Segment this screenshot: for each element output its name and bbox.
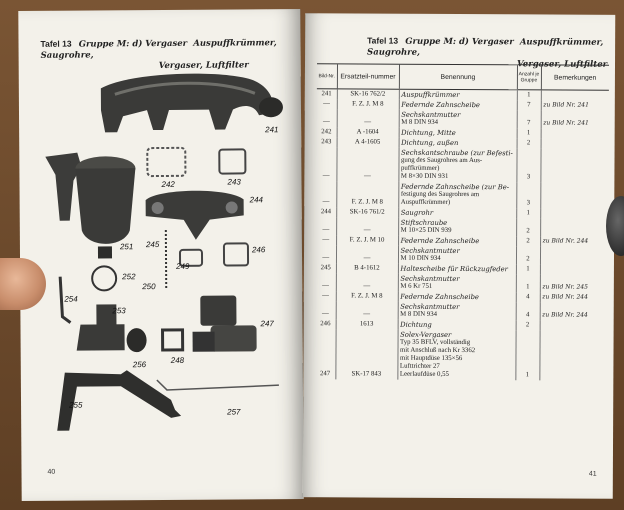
exhaust-manifold-drawing: [101, 73, 283, 135]
col-header-anzahl: Anzahl je Gruppe: [517, 65, 541, 90]
cell-bild: —: [322, 236, 330, 244]
cell-benennung: [399, 89, 517, 100]
right-page-number: 41: [588, 470, 597, 478]
callout-254: 254: [64, 294, 78, 304]
cell-bemerkung: [540, 182, 608, 208]
cell-ersatzteilnummer: 1613: [336, 319, 398, 329]
cell-ersatzteilnummer: SK-17 843: [335, 329, 397, 379]
benennung-line: Haltescheibe für Rückzugfeder: [400, 264, 508, 274]
callout-247: 247: [260, 319, 274, 329]
callout-241: 241: [265, 125, 279, 135]
benennung-line: M 10 DIN 934: [400, 254, 441, 262]
cell-benennung: [398, 292, 516, 303]
benennung-line: Solex-Vergaser: [400, 330, 452, 339]
callout-244: 244: [249, 195, 264, 205]
benennung-line: Auspuffkrümmer): [400, 198, 451, 206]
right-title-line1: Auspuffkrümmer, Saugrohre,: [367, 37, 604, 58]
cell-ersatzteilnummer: A 4-1605: [337, 137, 399, 147]
gasket-center-drawing: [147, 148, 185, 176]
cell-benennung: [399, 110, 517, 129]
benennung-line: M 8×30 DIN 931: [400, 172, 449, 180]
left-gruppe-label: Gruppe M: d) Vergaser: [78, 38, 188, 50]
cell-ersatzteilnummer: —: [336, 147, 398, 181]
cell-benennung: [398, 236, 516, 247]
table-row: [316, 245, 608, 265]
left-tafel-label: Tafel 13: [40, 38, 72, 49]
callout-255: 255: [69, 400, 83, 410]
gasket-outer-drawing: [219, 149, 245, 173]
left-title-line2: Vergaser, Luftfilter: [158, 60, 249, 72]
benennung-line: Sechskantmutter: [400, 302, 460, 312]
cell-benennung: [398, 320, 516, 331]
benennung-line: Federnde Zahnscheibe: [400, 292, 479, 302]
cell-bild: —: [322, 292, 329, 300]
cell-bild: —: [323, 118, 330, 126]
callout-251: 251: [119, 242, 134, 252]
cell-anzahl: 2: [516, 246, 540, 264]
benennung-line: M 8 DIN 934: [400, 310, 438, 318]
cell-bemerkung: [540, 208, 608, 218]
cell-bemerkung: zu Bild Nr. 244: [540, 302, 608, 320]
cell-anzahl: 2: [516, 320, 540, 330]
cell-bemerkung: [540, 264, 608, 274]
cell-ersatzteilnummer: —: [336, 217, 398, 235]
benennung-line: Saugrohr: [400, 208, 434, 217]
cell-benennung: [398, 274, 516, 293]
cell-anzahl: 1: [517, 128, 541, 138]
col-header-benennung: Benennung: [399, 64, 517, 90]
benennung-line: Dichtung, Mitte: [401, 128, 456, 137]
cell-bemerkung: [540, 148, 608, 182]
col-header-bild: Bild-Nr.: [317, 64, 337, 89]
cell-bemerkung: [540, 246, 608, 264]
callout-249: 249: [176, 261, 190, 271]
left-page-number: 40: [47, 468, 56, 476]
cell-anzahl: 1: [517, 90, 541, 101]
benennung-line: Typ 35 BFLV, vollständig: [400, 338, 471, 347]
callout-246: 246: [251, 245, 266, 255]
right-gruppe-label: Gruppe M: d) Vergaser: [405, 36, 514, 48]
exploded-parts-illustration: [19, 69, 304, 491]
right-page: [303, 13, 616, 499]
right-tafel-label: Tafel 13: [367, 35, 399, 46]
col-header-bemerkungen: Bemerkungen: [541, 65, 609, 90]
table-row: [316, 181, 608, 209]
cell-bemerkung: [540, 320, 608, 330]
cell-ersatzteilnummer: —: [336, 301, 398, 319]
callout-245: 245: [145, 240, 160, 250]
cell-bild: —: [322, 310, 329, 318]
benennung-line: Sechskantmutter: [400, 246, 460, 256]
benennung-line: Stiftschraube: [400, 218, 448, 227]
cell-anzahl: 1: [516, 274, 540, 292]
cell-benennung: [398, 246, 516, 265]
cell-benennung: [399, 138, 517, 149]
callout-257: 257: [227, 407, 241, 417]
benennung-line: gung des Saugrohres am Aus-: [400, 156, 483, 165]
cell-benennung: [399, 128, 517, 139]
benennung-line: mit Anschluß nach Kr 3362: [399, 346, 476, 355]
throttle-cable-drawing: [157, 379, 279, 390]
table-row: [316, 273, 608, 293]
cell-bild: 247: [320, 370, 331, 378]
cell-bild: —: [322, 198, 330, 206]
benennung-line: Dichtung, außen: [401, 138, 459, 147]
benennung-line: Sechskantmutter: [401, 110, 461, 120]
cell-ersatzteilnummer: —: [337, 109, 399, 127]
cell-anzahl: 2: [517, 138, 541, 148]
cell-ersatzteilnummer: A -1604: [337, 127, 399, 137]
table-row: [316, 217, 608, 237]
cell-benennung: [399, 100, 517, 111]
cell-benennung: [398, 182, 516, 209]
cell-bemerkung: [541, 138, 609, 148]
callout-253: 253: [112, 306, 126, 316]
cell-benennung: [398, 264, 516, 275]
benennung-line: M 10×25 DIN 939: [400, 226, 452, 234]
cell-bild: —: [322, 254, 330, 262]
cell-benennung: [398, 208, 516, 219]
parts-table-body: [315, 89, 609, 381]
callout-250: 250: [142, 282, 156, 292]
parts-table: [315, 63, 609, 381]
cell-anzahl: 7: [517, 100, 541, 110]
cell-anzahl: 1: [516, 264, 540, 274]
cell-bild: —: [323, 100, 330, 108]
cell-ersatzteilnummer: F. Z. J. M 8: [336, 181, 398, 207]
col-header-ersatzteilnummer: Ersatzteil-nummer: [337, 64, 399, 89]
left-title-line1: Auspuffkrümmer, Saugrohre,: [40, 38, 277, 61]
cell-bild: —: [322, 226, 330, 234]
cell-anzahl: 3: [516, 182, 540, 208]
cell-ersatzteilnummer: F. Z. J. M 8: [336, 291, 398, 301]
clamp-ring-drawing: [92, 266, 116, 290]
cell-anzahl: 4: [516, 302, 540, 320]
table-row: [315, 329, 607, 381]
cell-bemerkung: [541, 128, 609, 138]
rubber-hose-drawing: [127, 328, 147, 352]
benennung-line: festigung des Saugrohres am: [400, 190, 480, 199]
benennung-line: Federnde Zahnscheibe: [401, 100, 480, 110]
table-row: [316, 301, 608, 321]
cell-benennung: [398, 302, 516, 321]
benennung-line: Auspuffkrümmer: [401, 90, 460, 100]
cell-ersatzteilnummer: —: [336, 273, 398, 291]
cell-benennung: [397, 330, 515, 381]
cell-anzahl: 4: [516, 292, 540, 302]
callout-243: 243: [227, 177, 241, 187]
cell-benennung: [398, 148, 516, 183]
callout-252: 252: [122, 272, 136, 282]
cell-anzahl: 1: [516, 208, 540, 218]
benennung-line: puffkrümmer): [400, 164, 440, 172]
benennung-line: Federnde Zahnscheibe (zur Be-: [400, 182, 510, 192]
cell-ersatzteilnummer: SK-16 761/2: [336, 207, 398, 217]
parts-table-header: [317, 64, 609, 91]
table-row: [317, 109, 609, 129]
cell-ersatzteilnummer: —: [336, 245, 398, 263]
cell-bild: —: [322, 282, 330, 290]
benennung-line: Dichtung: [400, 320, 432, 329]
benennung-line: Leerlaufdüse 0,55: [399, 370, 449, 378]
cell-bemerkung: zu Bild Nr. 244: [540, 236, 608, 246]
cell-bemerkung: zu Bild Nr. 245: [540, 274, 608, 292]
cell-bild: 241: [321, 90, 332, 98]
cell-bemerkung: zu Bild Nr. 241: [541, 110, 609, 128]
left-page: [18, 9, 303, 501]
flange-drawing: [163, 330, 183, 350]
benennung-line: Sechskantschraube (zur Befesti-: [401, 148, 513, 158]
cell-bild: —: [322, 172, 330, 180]
cell-bemerkung: [539, 330, 607, 380]
cell-bild: 246: [320, 320, 331, 328]
cell-bemerkung: zu Bild Nr. 241: [541, 100, 609, 110]
cell-ersatzteilnummer: B 4-1612: [336, 263, 398, 273]
benennung-line: M 8 DIN 934: [401, 118, 439, 126]
cell-bild: 242: [321, 128, 332, 136]
callout-256: 256: [132, 360, 147, 370]
cell-bemerkung: [541, 90, 609, 101]
left-page-header: [40, 37, 300, 72]
cell-bild: 244: [320, 208, 332, 216]
benennung-line: M 6 Kr 751: [400, 282, 433, 290]
carburetor-drawing: [192, 295, 256, 351]
cell-bild: 243: [321, 138, 332, 146]
cell-ersatzteilnummer: F. Z. J. M 8: [337, 99, 399, 109]
cell-anzahl: 1: [515, 330, 539, 380]
cell-anzahl: 3: [516, 148, 540, 182]
cell-bild: 245: [320, 264, 331, 272]
cell-bemerkung: [540, 218, 608, 236]
gasket-246-drawing: [224, 243, 248, 265]
cell-anzahl: 7: [517, 110, 541, 128]
benennung-line: Lufttrichter 27: [399, 362, 440, 370]
cell-anzahl: 2: [516, 218, 540, 236]
intake-manifold-drawing: [146, 190, 244, 240]
cell-benennung: [398, 218, 516, 237]
table-row: [316, 147, 608, 183]
callout-248: 248: [170, 355, 185, 365]
cell-ersatzteilnummer: SK-16 762/2: [337, 89, 399, 100]
callout-242: 242: [161, 179, 175, 189]
cell-ersatzteilnummer: F. Z. J. M 10: [336, 235, 398, 245]
benennung-line: mit Hauptdüse 135×56: [399, 354, 463, 363]
right-title-line2: Vergaser, Luftfilter: [516, 59, 608, 70]
benennung-line: Sechskantmutter: [400, 274, 460, 284]
cell-anzahl: 2: [516, 236, 540, 246]
cell-bemerkung: zu Bild Nr. 244: [540, 292, 608, 302]
benennung-line: Federnde Zahnscheibe: [400, 236, 480, 246]
